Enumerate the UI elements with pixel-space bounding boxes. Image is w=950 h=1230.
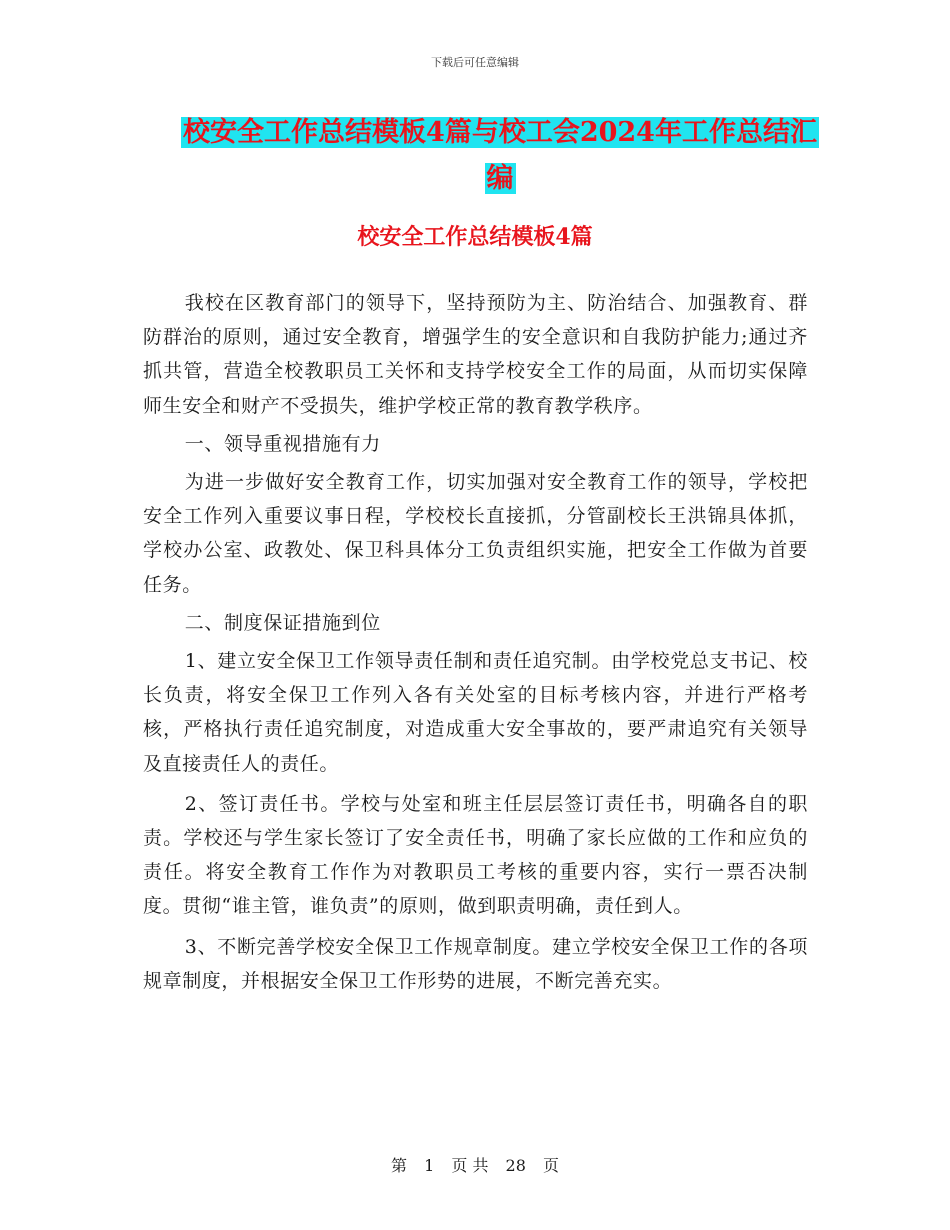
document-title-line-1: 校安全工作总结模板4篇与校工会2024年工作总结汇 xyxy=(183,117,817,148)
document-title xyxy=(180,110,820,202)
item-3-paragraph: 3、不断完善学校安全保卫工作规章制度。建立学校安全保卫工作的各项规章制度，并根据安全保卫工作形势的进展，不断完善充实。 xyxy=(143,935,808,992)
footer-suffix: 页 xyxy=(543,1156,560,1175)
intro-paragraph: 我校在区教育部门的领导下，坚持预防为主、防治结合、加强教育、群防群治的原则，通过安全教育，增强学生的安全意识和自我防护能力;通过齐抓共管，营造全校教职员工关怀和支持学校安全工作的局面，从而切实保障师生安全和财产不受损失，维护学校正常的教育教学秩序。 xyxy=(143,292,808,417)
footer-middle: 页 共 xyxy=(451,1156,489,1175)
subheading-leadership: 一、领导重视措施有力 xyxy=(184,432,381,455)
footer-total-pages: 28 xyxy=(505,1156,526,1175)
page-footer xyxy=(0,1153,950,1176)
subheading-system: 二、制度保证措施到位 xyxy=(184,611,381,634)
document-title-line-2: 编 xyxy=(486,163,514,194)
footer-prefix: 第 xyxy=(390,1156,407,1175)
item-1-paragraph: 1、建立安全保卫工作领导责任制和责任追究制。由学校党总支书记、校长负责，将安全保卫工作列入各有关处室的目标考核内容，并进行严格考核，严格执行责任追究制度，对造成重大安全事故的，要严肃追究有关领导及直接责任人的责任。 xyxy=(143,650,808,775)
item-2-paragraph: 2、签订责任书。学校与处室和班主任层层签订责任书，明确各自的职责。学校还与学生家长签订了安全责任书，明确了家长应做的工作和应负的责任。将安全教育工作作为对教职员工考核的重要内容，实行一票否决制度。贯彻“谁主管，谁负责”的原则，做到职责明确，责任到人。 xyxy=(143,792,808,918)
leadership-paragraph: 为进一步做好安全教育工作，切实加强对安全教育工作的领导，学校把安全工作列入重要议事日程，学校校长直接抓，分管副校长王洪锦具体抓，学校办公室、政教处、保卫科具体分工负责组织实施，把安全工作做为首要任务。 xyxy=(143,471,808,596)
footer-page-number: 1 xyxy=(424,1156,435,1175)
header-note: 下载后可任意编辑 xyxy=(431,56,519,69)
section-title: 校安全工作总结模板4篇 xyxy=(357,224,593,250)
document-body xyxy=(143,286,808,998)
